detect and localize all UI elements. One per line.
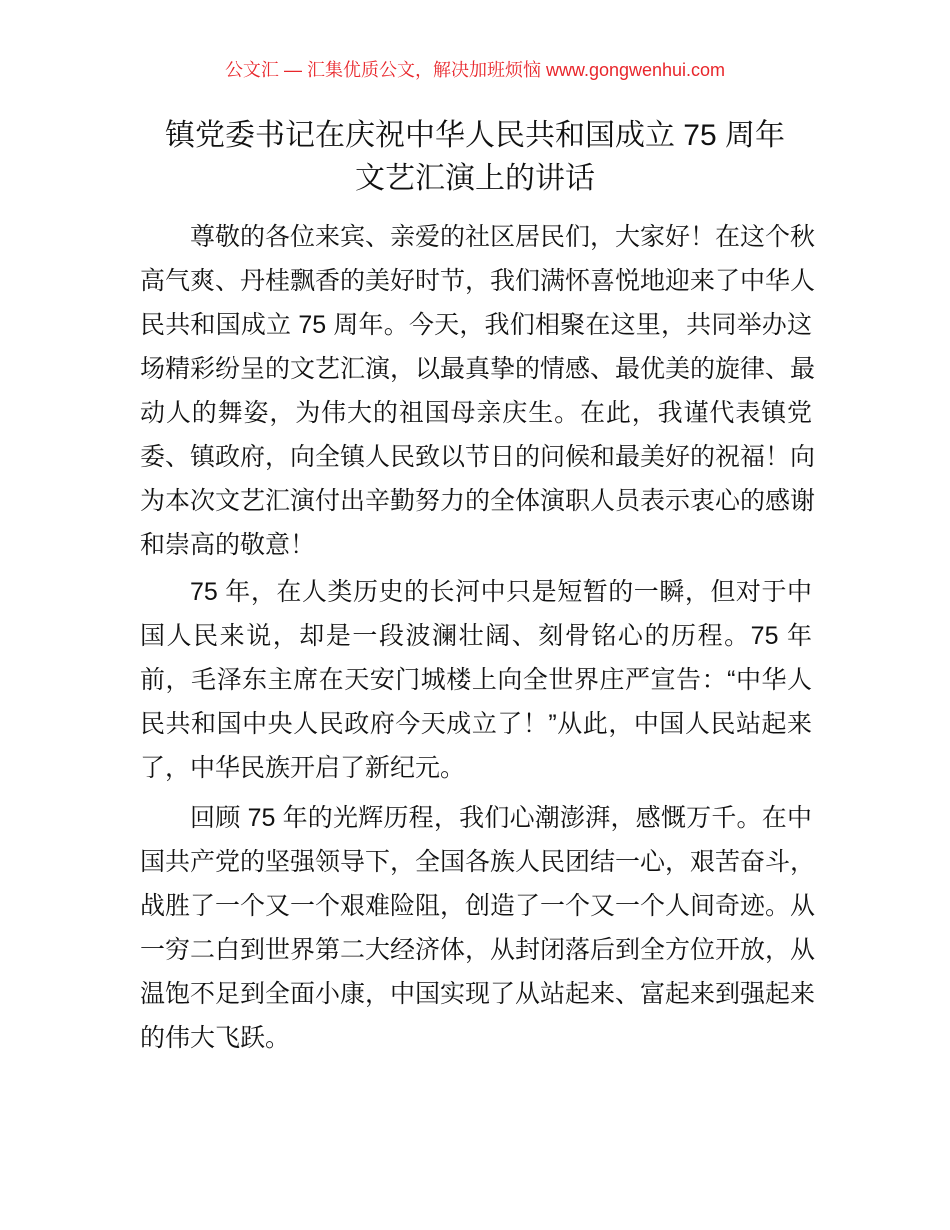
paragraph-line: 国共产党的坚强领导下，全国各族人民团结一心，艰苦奋斗， (140, 848, 816, 876)
paragraph-line: 高气爽、丹桂飘香的美好时节，我们满怀喜悦地迎来了中华人 (140, 267, 816, 295)
paragraph-line: 尊敬的各位来宾、亲爱的社区居民们，大家好！在这个秋 (190, 223, 816, 251)
paragraph-line: 民共和国成立 75 周年。今天，我们相聚在这里，共同举办这 (140, 311, 812, 339)
paragraph-line: 动人的舞姿，为伟大的祖国母亲庆生。在此，我谨代表镇党 (140, 399, 812, 427)
paragraph-line: 一穷二白到世界第二大经济体，从封闭落后到全方位开放，从 (140, 936, 816, 964)
paragraph (140, 796, 816, 1060)
paragraph-line: 的伟大飞跃。 (140, 1024, 291, 1052)
paragraph-line: 国人民来说，却是一段波澜壮阔、刻骨铭心的历程。75 年 (140, 622, 812, 650)
paragraph-line: 场精彩纷呈的文艺汇演，以最真挚的情感、最优美的旋律、最 (140, 355, 816, 383)
paragraph-line: 委、镇政府，向全镇人民致以节日的问候和最美好的祝福！向 (140, 443, 816, 471)
paragraph-line: 民共和国中央人民政府今天成立了！”从此，中国人民站起来 (140, 710, 812, 738)
paragraph-line: 战胜了一个又一个艰难险阻，创造了一个又一个人间奇迹。从 (140, 892, 816, 920)
site-banner: 公文汇 — 汇集优质公文，解决加班烦恼 www.gongwenhui.com (224, 60, 726, 80)
paragraph-line: 了，中华民族开启了新纪元。 (140, 754, 466, 782)
title-line: 镇党委书记在庆祝中华人民共和国成立 75 周年 (164, 119, 786, 152)
paragraph-line: 为本次文艺汇演付出辛勤努力的全体演职人员表示衷心的感谢 (140, 487, 816, 515)
paragraph-line: 和崇高的敬意！ (140, 531, 316, 559)
paragraph-line: 回顾 75 年的光辉历程，我们心潮澎湃，感慨万千。在中 (190, 804, 812, 832)
paragraph (140, 215, 816, 567)
paragraph-line: 前，毛泽东主席在天安门城楼上向全世界庄严宣告：“中华人 (140, 666, 812, 694)
title-line: 文艺汇演上的讲话 (355, 162, 595, 195)
paragraph (140, 570, 812, 790)
document-title (0, 114, 950, 200)
paragraph-line: 75 年，在人类历史的长河中只是短暂的一瞬，但对于中 (190, 578, 812, 606)
paragraph-line: 温饱不足到全面小康，中国实现了从站起来、富起来到强起来 (140, 980, 816, 1008)
